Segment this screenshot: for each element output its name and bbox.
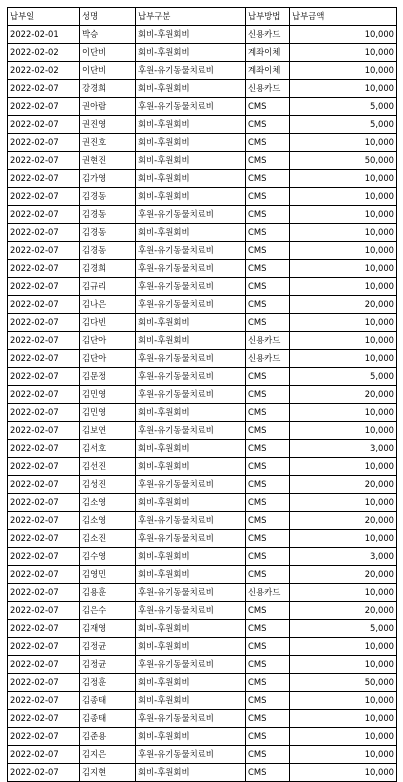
cell-name: 김소영 <box>80 512 136 530</box>
cell-amount: 10,000 <box>290 62 397 80</box>
cell-date: 2022-02-07 <box>8 764 80 782</box>
cell-date: 2022-02-07 <box>8 332 80 350</box>
cell-date: 2022-02-07 <box>8 260 80 278</box>
cell-name: 박승 <box>80 26 136 44</box>
cell-name: 김나은 <box>80 296 136 314</box>
table-row <box>8 602 397 620</box>
cell-amount: 20,000 <box>290 566 397 584</box>
cell-name: 김은수 <box>80 602 136 620</box>
table-row <box>8 728 397 746</box>
cell-method: CMS <box>246 224 290 242</box>
cell-method: CMS <box>246 386 290 404</box>
cell-date: 2022-02-07 <box>8 620 80 638</box>
cell-amount: 20,000 <box>290 512 397 530</box>
table-row <box>8 764 397 782</box>
table-row <box>8 134 397 152</box>
cell-date: 2022-02-07 <box>8 242 80 260</box>
cell-method: CMS <box>246 674 290 692</box>
cell-category: 회비-후원회비 <box>136 152 246 170</box>
table-row <box>8 188 397 206</box>
header-category: 납부구분 <box>136 8 246 26</box>
cell-name: 김성진 <box>80 476 136 494</box>
cell-date: 2022-02-07 <box>8 530 80 548</box>
table-row <box>8 44 397 62</box>
cell-method: CMS <box>246 494 290 512</box>
cell-method: 계좌이체 <box>246 44 290 62</box>
table-row <box>8 440 397 458</box>
cell-amount: 10,000 <box>290 332 397 350</box>
cell-name: 김정균 <box>80 638 136 656</box>
table-row <box>8 584 397 602</box>
table-row <box>8 476 397 494</box>
cell-name: 김다빈 <box>80 314 136 332</box>
cell-name: 김지현 <box>80 764 136 782</box>
table-row <box>8 566 397 584</box>
cell-name: 김준용 <box>80 728 136 746</box>
table-row <box>8 710 397 728</box>
cell-name: 김서호 <box>80 440 136 458</box>
cell-category: 회비-후원회비 <box>136 566 246 584</box>
cell-amount: 10,000 <box>290 494 397 512</box>
cell-method: CMS <box>246 296 290 314</box>
table-row <box>8 746 397 764</box>
cell-method: CMS <box>246 134 290 152</box>
cell-category: 후원-유기동물치료비 <box>136 350 246 368</box>
cell-category: 회비-후원회비 <box>136 44 246 62</box>
cell-name: 권현진 <box>80 152 136 170</box>
cell-category: 회비-후원회비 <box>136 224 246 242</box>
cell-method: CMS <box>246 692 290 710</box>
cell-amount: 10,000 <box>290 44 397 62</box>
table-row <box>8 368 397 386</box>
cell-date: 2022-02-07 <box>8 422 80 440</box>
cell-date: 2022-02-07 <box>8 602 80 620</box>
cell-amount: 10,000 <box>290 188 397 206</box>
cell-amount: 10,000 <box>290 746 397 764</box>
cell-category: 후원-유기동물치료비 <box>136 260 246 278</box>
cell-category: 회비-후원회비 <box>136 620 246 638</box>
cell-method: CMS <box>246 188 290 206</box>
cell-method: 신용카드 <box>246 350 290 368</box>
cell-amount: 10,000 <box>290 458 397 476</box>
cell-category: 후원-유기동물치료비 <box>136 278 246 296</box>
cell-date: 2022-02-07 <box>8 206 80 224</box>
cell-method: CMS <box>246 260 290 278</box>
cell-date: 2022-02-02 <box>8 44 80 62</box>
cell-amount: 10,000 <box>290 278 397 296</box>
cell-category: 회비-후원회비 <box>136 80 246 98</box>
cell-name: 김지은 <box>80 746 136 764</box>
table-row <box>8 62 397 80</box>
cell-method: CMS <box>246 206 290 224</box>
cell-amount: 10,000 <box>290 530 397 548</box>
cell-method: CMS <box>246 368 290 386</box>
cell-amount: 10,000 <box>290 260 397 278</box>
cell-category: 후원-유기동물치료비 <box>136 710 246 728</box>
table-row <box>8 80 397 98</box>
cell-method: CMS <box>246 242 290 260</box>
cell-date: 2022-02-07 <box>8 494 80 512</box>
cell-category: 회비-후원회비 <box>136 692 246 710</box>
cell-amount: 20,000 <box>290 296 397 314</box>
cell-amount: 5,000 <box>290 368 397 386</box>
cell-date: 2022-02-02 <box>8 62 80 80</box>
cell-name: 김단아 <box>80 332 136 350</box>
table-row <box>8 386 397 404</box>
cell-category: 회비-후원회비 <box>136 314 246 332</box>
cell-method: CMS <box>246 278 290 296</box>
cell-date: 2022-02-07 <box>8 656 80 674</box>
table-row <box>8 278 397 296</box>
cell-category: 후원-유기동물치료비 <box>136 656 246 674</box>
header-date: 납부일 <box>8 8 80 26</box>
cell-date: 2022-02-07 <box>8 224 80 242</box>
header-name: 성명 <box>80 8 136 26</box>
table-row <box>8 206 397 224</box>
cell-category: 회비-후원회비 <box>136 494 246 512</box>
cell-category: 후원-유기동물치료비 <box>136 422 246 440</box>
cell-amount: 10,000 <box>290 314 397 332</box>
table-row <box>8 494 397 512</box>
cell-category: 회비-후원회비 <box>136 728 246 746</box>
cell-method: CMS <box>246 314 290 332</box>
table-row <box>8 260 397 278</box>
cell-name: 김종태 <box>80 710 136 728</box>
cell-name: 김수영 <box>80 548 136 566</box>
cell-category: 회비-후원회비 <box>136 638 246 656</box>
table-row <box>8 170 397 188</box>
cell-date: 2022-02-07 <box>8 512 80 530</box>
cell-category: 후원-유기동물치료비 <box>136 512 246 530</box>
table-row <box>8 548 397 566</box>
table-row <box>8 404 397 422</box>
cell-amount: 10,000 <box>290 692 397 710</box>
cell-category: 회비-후원회비 <box>136 116 246 134</box>
cell-name: 김단아 <box>80 350 136 368</box>
cell-date: 2022-02-07 <box>8 728 80 746</box>
cell-date: 2022-02-07 <box>8 188 80 206</box>
cell-method: CMS <box>246 458 290 476</box>
cell-amount: 10,000 <box>290 404 397 422</box>
cell-method: CMS <box>246 710 290 728</box>
cell-amount: 10,000 <box>290 170 397 188</box>
cell-date: 2022-02-07 <box>8 674 80 692</box>
cell-date: 2022-02-07 <box>8 98 80 116</box>
cell-category: 후원-유기동물치료비 <box>136 62 246 80</box>
cell-amount: 3,000 <box>290 548 397 566</box>
header-amount: 납부금액 <box>290 8 397 26</box>
cell-category: 회비-후원회비 <box>136 674 246 692</box>
cell-method: CMS <box>246 170 290 188</box>
cell-category: 회비-후원회비 <box>136 332 246 350</box>
cell-date: 2022-02-07 <box>8 350 80 368</box>
cell-date: 2022-02-07 <box>8 80 80 98</box>
cell-amount: 10,000 <box>290 422 397 440</box>
cell-amount: 5,000 <box>290 98 397 116</box>
cell-method: CMS <box>246 602 290 620</box>
cell-method: CMS <box>246 620 290 638</box>
cell-amount: 10,000 <box>290 80 397 98</box>
cell-amount: 10,000 <box>290 584 397 602</box>
cell-category: 후원-유기동물치료비 <box>136 98 246 116</box>
cell-date: 2022-02-07 <box>8 152 80 170</box>
table-row <box>8 638 397 656</box>
cell-name: 김경동 <box>80 206 136 224</box>
cell-date: 2022-02-07 <box>8 368 80 386</box>
cell-date: 2022-02-07 <box>8 404 80 422</box>
table-row <box>8 242 397 260</box>
table-row <box>8 620 397 638</box>
cell-name: 김영민 <box>80 566 136 584</box>
cell-category: 회비-후원회비 <box>136 188 246 206</box>
cell-name: 김경희 <box>80 260 136 278</box>
cell-category: 회비-후원회비 <box>136 764 246 782</box>
cell-date: 2022-02-07 <box>8 548 80 566</box>
cell-date: 2022-02-07 <box>8 746 80 764</box>
cell-name: 강경희 <box>80 80 136 98</box>
cell-method: CMS <box>246 656 290 674</box>
cell-amount: 10,000 <box>290 134 397 152</box>
cell-name: 김보연 <box>80 422 136 440</box>
cell-date: 2022-02-07 <box>8 314 80 332</box>
cell-name: 권아람 <box>80 98 136 116</box>
table-row <box>8 224 397 242</box>
table-row <box>8 512 397 530</box>
cell-name: 김경동 <box>80 224 136 242</box>
cell-method: 계좌이체 <box>246 62 290 80</box>
table-row <box>8 98 397 116</box>
table-row <box>8 422 397 440</box>
cell-method: CMS <box>246 422 290 440</box>
cell-name: 권진호 <box>80 134 136 152</box>
cell-category: 회비-후원회비 <box>136 134 246 152</box>
table-row <box>8 674 397 692</box>
cell-amount: 10,000 <box>290 26 397 44</box>
table-row <box>8 314 397 332</box>
table-row <box>8 26 397 44</box>
cell-name: 김선진 <box>80 458 136 476</box>
cell-category: 후원-유기동물치료비 <box>136 368 246 386</box>
cell-amount: 10,000 <box>290 710 397 728</box>
cell-method: CMS <box>246 764 290 782</box>
cell-amount: 10,000 <box>290 242 397 260</box>
cell-category: 회비-후원회비 <box>136 404 246 422</box>
cell-method: CMS <box>246 746 290 764</box>
cell-name: 김소진 <box>80 530 136 548</box>
cell-amount: 10,000 <box>290 728 397 746</box>
cell-date: 2022-02-07 <box>8 584 80 602</box>
table-row <box>8 296 397 314</box>
cell-name: 김민영 <box>80 386 136 404</box>
cell-amount: 10,000 <box>290 206 397 224</box>
cell-date: 2022-02-07 <box>8 296 80 314</box>
cell-date: 2022-02-07 <box>8 278 80 296</box>
cell-date: 2022-02-07 <box>8 638 80 656</box>
cell-category: 회비-후원회비 <box>136 458 246 476</box>
cell-name: 이단비 <box>80 62 136 80</box>
cell-name: 김재영 <box>80 620 136 638</box>
cell-category: 후원-유기동물치료비 <box>136 206 246 224</box>
cell-amount: 10,000 <box>290 350 397 368</box>
cell-method: CMS <box>246 152 290 170</box>
cell-method: 신용카드 <box>246 80 290 98</box>
cell-name: 김민영 <box>80 404 136 422</box>
table-row <box>8 116 397 134</box>
cell-method: 신용카드 <box>246 584 290 602</box>
cell-method: CMS <box>246 566 290 584</box>
cell-date: 2022-02-07 <box>8 134 80 152</box>
table-row <box>8 530 397 548</box>
cell-category: 후원-유기동물치료비 <box>136 530 246 548</box>
cell-category: 후원-유기동물치료비 <box>136 746 246 764</box>
cell-date: 2022-02-01 <box>8 26 80 44</box>
cell-amount: 5,000 <box>290 620 397 638</box>
table-body <box>8 26 397 782</box>
cell-date: 2022-02-07 <box>8 458 80 476</box>
cell-amount: 50,000 <box>290 152 397 170</box>
cell-name: 김정균 <box>80 656 136 674</box>
cell-amount: 50,000 <box>290 674 397 692</box>
cell-name: 이단비 <box>80 44 136 62</box>
cell-amount: 10,000 <box>290 656 397 674</box>
header-row <box>8 8 397 26</box>
cell-date: 2022-02-07 <box>8 386 80 404</box>
cell-category: 후원-유기동물치료비 <box>136 476 246 494</box>
cell-method: CMS <box>246 548 290 566</box>
table-header <box>8 8 397 26</box>
cell-date: 2022-02-07 <box>8 566 80 584</box>
payment-table <box>7 7 397 782</box>
cell-amount: 10,000 <box>290 224 397 242</box>
cell-name: 김용훈 <box>80 584 136 602</box>
table-row <box>8 656 397 674</box>
cell-method: CMS <box>246 512 290 530</box>
cell-amount: 10,000 <box>290 638 397 656</box>
cell-name: 김경동 <box>80 188 136 206</box>
cell-category: 후원-유기동물치료비 <box>136 296 246 314</box>
cell-method: CMS <box>246 116 290 134</box>
table-row <box>8 152 397 170</box>
cell-name: 권진영 <box>80 116 136 134</box>
cell-method: CMS <box>246 98 290 116</box>
cell-date: 2022-02-07 <box>8 170 80 188</box>
cell-category: 후원-유기동물치료비 <box>136 242 246 260</box>
cell-method: CMS <box>246 530 290 548</box>
cell-category: 회비-후원회비 <box>136 548 246 566</box>
cell-name: 김규리 <box>80 278 136 296</box>
table-row <box>8 332 397 350</box>
cell-amount: 20,000 <box>290 386 397 404</box>
cell-category: 회비-후원회비 <box>136 26 246 44</box>
cell-name: 김정훈 <box>80 674 136 692</box>
cell-method: CMS <box>246 476 290 494</box>
cell-name: 김가영 <box>80 170 136 188</box>
cell-category: 후원-유기동물치료비 <box>136 584 246 602</box>
cell-name: 김경동 <box>80 242 136 260</box>
cell-date: 2022-02-07 <box>8 440 80 458</box>
cell-category: 회비-후원회비 <box>136 170 246 188</box>
cell-method: CMS <box>246 440 290 458</box>
cell-date: 2022-02-07 <box>8 710 80 728</box>
cell-method: CMS <box>246 404 290 422</box>
table-row <box>8 458 397 476</box>
cell-amount: 20,000 <box>290 602 397 620</box>
table-row <box>8 692 397 710</box>
cell-date: 2022-02-07 <box>8 476 80 494</box>
cell-category: 회비-후원회비 <box>136 440 246 458</box>
cell-date: 2022-02-07 <box>8 692 80 710</box>
cell-method: CMS <box>246 638 290 656</box>
cell-category: 후원-유기동물치료비 <box>136 386 246 404</box>
cell-category: 후원-유기동물치료비 <box>136 602 246 620</box>
header-method: 납부방법 <box>246 8 290 26</box>
cell-name: 김문정 <box>80 368 136 386</box>
cell-name: 김종태 <box>80 692 136 710</box>
cell-amount: 3,000 <box>290 440 397 458</box>
cell-method: 신용카드 <box>246 332 290 350</box>
cell-amount: 5,000 <box>290 116 397 134</box>
cell-name: 김소영 <box>80 494 136 512</box>
cell-method: CMS <box>246 728 290 746</box>
cell-date: 2022-02-07 <box>8 116 80 134</box>
cell-amount: 10,000 <box>290 764 397 782</box>
cell-method: 신용카드 <box>246 26 290 44</box>
table-row <box>8 350 397 368</box>
cell-amount: 20,000 <box>290 476 397 494</box>
